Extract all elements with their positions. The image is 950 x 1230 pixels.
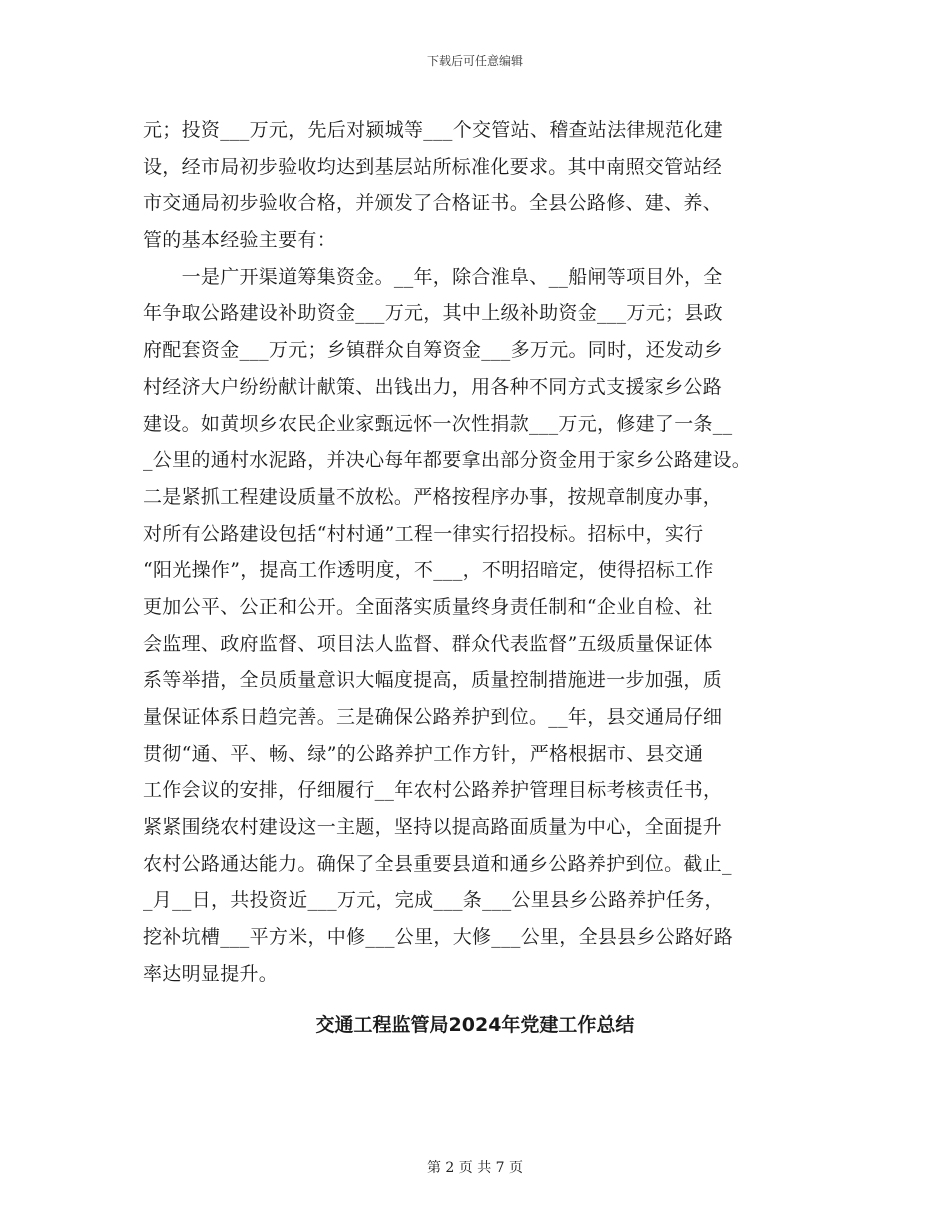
section-title: 交通工程监管局2024年党建工作总结 — [315, 1014, 635, 1036]
text-line: 建设。如黄坝乡农民企业家甄远怀一次性捐款___万元，修建了一条__ — [143, 412, 733, 435]
text-line: 农村公路通达能力。确保了全县重要县道和通乡公路养护到位。截止_ — [143, 852, 732, 875]
text-line: 对所有公路建设包括“村村通”工程一律实行招投标。招标中，实行 — [143, 522, 704, 545]
text-line: 更加公平、公正和公开。全面落实质量终身责任制和“企业自检、社 — [143, 595, 713, 618]
text-line: 紧紧围绕农村建设这一主题，坚持以提高路面质量为中心，全面提升 — [143, 816, 723, 839]
text-line: 率达明显提升。 — [143, 962, 279, 985]
text-line: 量保证体系日趋完善。三是确保公路养护到位。__年，县交通局仔细 — [143, 706, 723, 728]
text-line: _公里的通村水泥路，并决心每年都要拿出部分资金用于家乡公路建设。 — [143, 449, 752, 472]
text-line: 工作会议的安排，仔细履行__年农村公路养护管理目标考核责任书， — [143, 779, 723, 802]
text-line: 村经济大户纷纷献计献策、出钱出力，用各种不同方式支援家乡公路 — [143, 375, 723, 398]
text-line: 贯彻“通、平、畅、绿”的公路养护工作方针，严格根据市、县交通 — [143, 742, 704, 765]
text-line: 一是广开渠道筹集资金。__年，除合淮阜、__船闸等项目外，全 — [143, 265, 723, 288]
body-text — [143, 112, 818, 993]
text-line: _月__日，共投资近___万元，完成___条___公里县乡公路养护任务， — [143, 889, 724, 912]
text-line: 挖补坑槽___平方米，中修___公里，大修___公里，全县县乡公路好路 — [143, 926, 734, 949]
text-line: 管的基本经验主要有： — [143, 229, 337, 252]
page-footer: 第 2 页 共 7 页 — [426, 1160, 524, 1176]
text-line: 二是紧抓工程建设质量不放松。严格按程序办事，按规章制度办事， — [143, 485, 723, 508]
text-line: 年争取公路建设补助资金___万元，其中上级补助资金___万元；县政 — [143, 302, 723, 325]
page-header: 下载后可任意编辑 — [426, 54, 523, 68]
text-line: “阳光操作”，提高工作透明度，不___，不明招暗定，使得招标工作 — [143, 559, 714, 582]
text-line: 元；投资___万元，先后对颍城等___个交管站、稽查站法律规范化建 — [143, 119, 723, 141]
text-line: 府配套资金___万元；乡镇群众自筹资金___多万元。同时，还发动乡 — [143, 339, 723, 362]
text-line: 设，经市局初步验收均达到基层站所标准化要求。其中南照交管站经 — [143, 155, 723, 178]
text-line: 会监理、政府监督、项目法人监督、群众代表监督”五级质量保证体 — [143, 632, 713, 655]
text-line: 系等举措，全员质量意识大幅度提高，质量控制措施进一步加强，质 — [143, 669, 723, 692]
text-line: 市交通局初步验收合格，并颁发了合格证书。全县公路修、建、养、 — [143, 192, 723, 215]
